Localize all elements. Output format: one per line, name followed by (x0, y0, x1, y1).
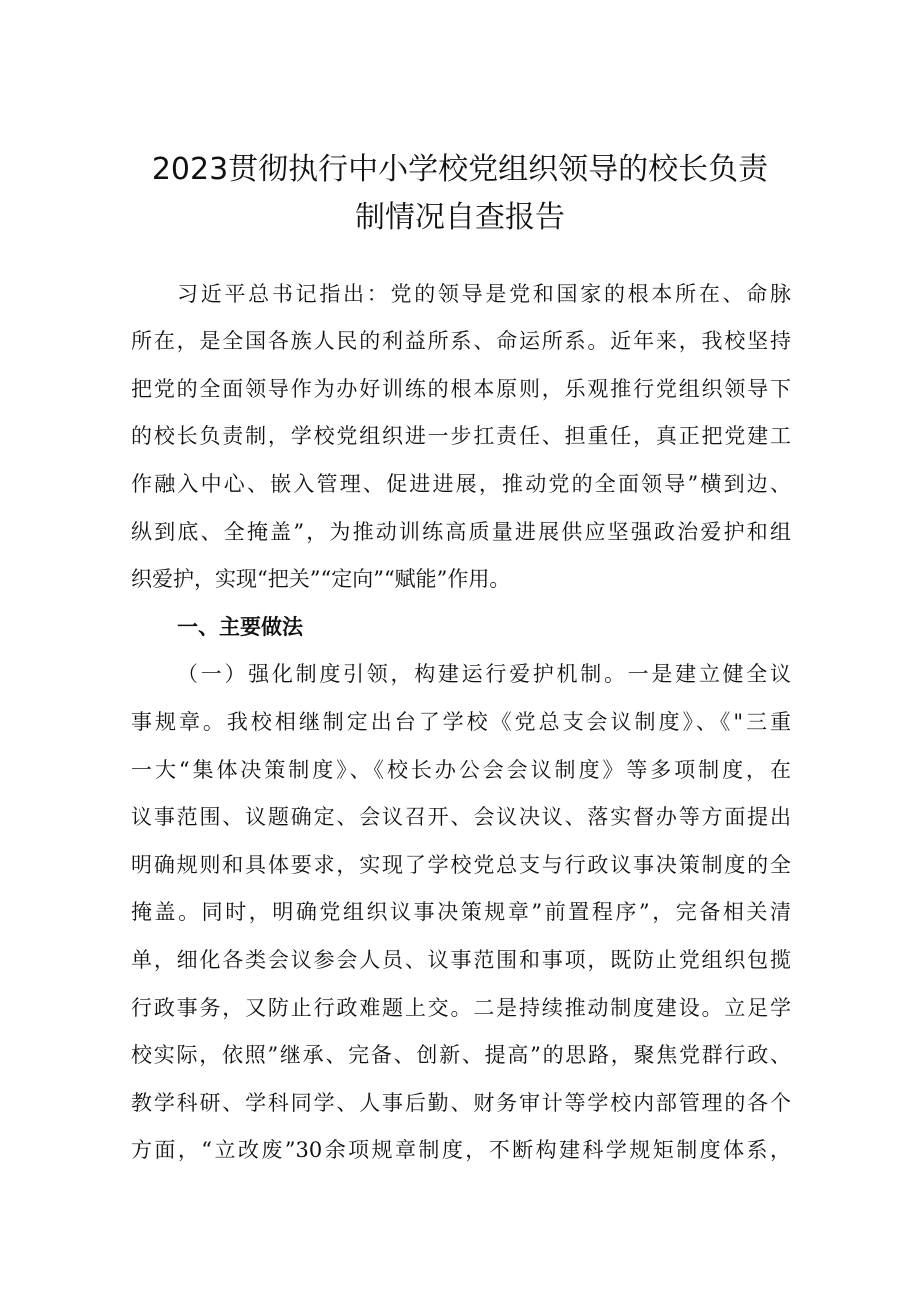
body-line: 明确规则和具体要求，实现了学校党总支与行政议事决策制度的全 (131, 853, 791, 877)
body-line: 教学科研、学科同学、人事后勤、财务审计等学校内部管理的各个 (131, 1091, 791, 1115)
body-line: 行政事务，又防止行政难题上交。二是持续推动制度建设。立足学 (131, 996, 791, 1020)
intro-line: 织爱护，实现“把关”“定向”“赋能”作用。 (131, 567, 511, 591)
body-line: 一大“集体决策制度》、《校长办公会会议制度》等多项制度，在 (131, 758, 791, 782)
intro-line: 所在，是全国各族人民的利益所系、命运所系。近年来，我校坚持 (131, 329, 791, 353)
body-line: 单，细化各类会议参会人员、议事范围和事项，既防止党组织包揽 (131, 948, 791, 972)
document-title-line-2: 制情况自查报告 (355, 200, 565, 235)
intro-line: 把党的全面领导作为办好训练的根本原则，乐观推行党组织领导下 (131, 377, 791, 401)
intro-line: 的校长负责制，学校党组织进一步扛责任、担重任，真正把党建工 (131, 424, 791, 448)
body-line: 校实际，依照”继承、完备、创新、提高”的思路，聚焦党群行政、 (131, 1043, 791, 1067)
intro-line: 习近平总书记指出：党的领导是党和国家的根本所在、命脉 (177, 282, 791, 306)
body-line: （一）强化制度引领，构建运行爱护机制。一是建立健全议 (177, 662, 791, 686)
body-line: 掩盖。同时，明确党组织议事决策规章”前置程序”，完备相关清 (131, 900, 791, 924)
body-line: 事规章。我校相继制定出台了学校《党总支会议制度》、《"三重 (131, 710, 791, 734)
document-title-line-1: 2023贯彻执行中小学校党组织领导的校长负责 (151, 152, 769, 187)
body-line: 方面，“立改废”30余项规章制度，不断构建科学规矩制度体系， (131, 1138, 791, 1162)
intro-line: 纵到底、全掩盖”，为推动训练高质量进展供应坚强政治爱护和组 (131, 520, 791, 544)
section-heading: 一、主要做法 (177, 615, 303, 639)
body-line: 议事范围、议题确定、会议召开、会议决议、落实督办等方面提出 (131, 805, 791, 829)
intro-line: 作融入中心、嵌入管理、促进进展，推动党的全面领导”横到边、 (131, 472, 791, 496)
